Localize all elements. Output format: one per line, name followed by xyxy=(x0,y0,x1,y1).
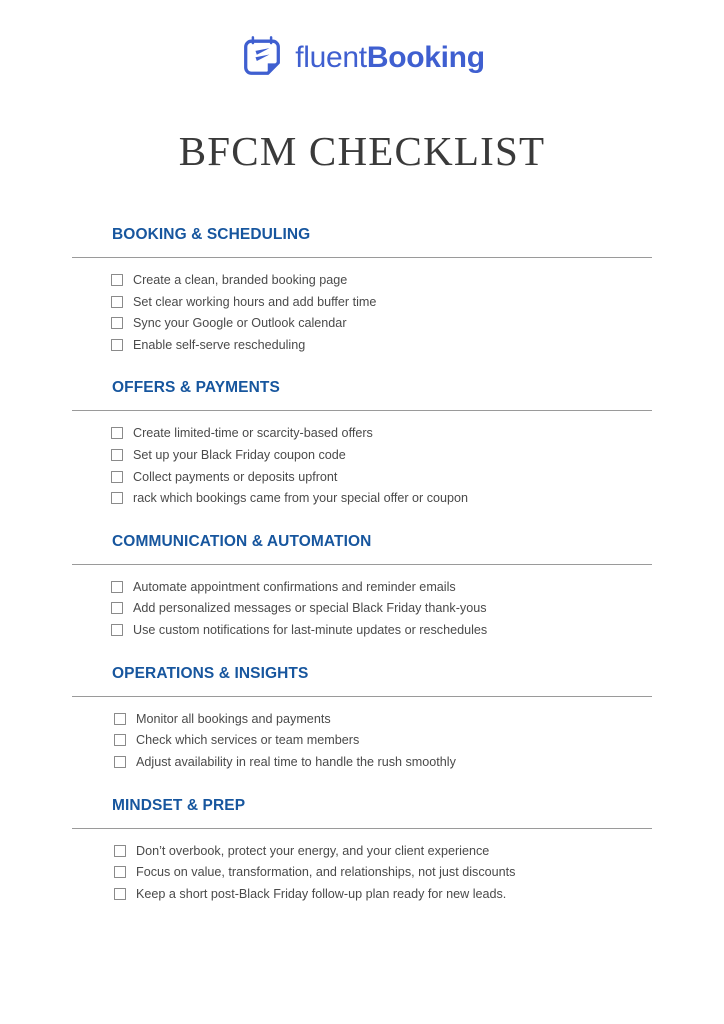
section-heading: BOOKING & SCHEDULING xyxy=(112,226,311,243)
checklist-item-label: Collect payments or deposits upfront xyxy=(133,469,338,484)
checkbox-icon[interactable] xyxy=(111,339,123,351)
checklist-item[interactable] xyxy=(111,579,724,601)
checklist-item-label: Sync your Google or Outlook calendar xyxy=(133,316,347,331)
checklist-section xyxy=(0,778,724,910)
section-items xyxy=(0,411,724,511)
checklist-section xyxy=(0,514,724,646)
checklist-item-label: Set up your Black Friday coupon code xyxy=(133,448,346,463)
checkbox-icon[interactable] xyxy=(114,734,126,746)
checklist-sections xyxy=(0,175,724,909)
checklist-item[interactable] xyxy=(111,337,724,359)
checkbox-icon[interactable] xyxy=(111,624,123,636)
section-heading: OFFERS & PAYMENTS xyxy=(112,379,280,397)
checklist-item-label: Monitor all bookings and payments xyxy=(136,711,331,726)
checkbox-icon[interactable] xyxy=(111,449,123,461)
fluentbooking-calendar-icon xyxy=(239,34,285,80)
checklist-section xyxy=(0,360,724,513)
checklist-item[interactable] xyxy=(114,886,724,908)
checkbox-icon[interactable] xyxy=(111,581,123,593)
checklist-item-label: Use custom notifications for last-minute updates or reschedules xyxy=(133,623,488,638)
checklist-item-label: Focus on value, transformation, and relationships, not just discounts xyxy=(136,865,516,880)
checklist-item-label: Add personalized messages or special Black Friday thank-yous xyxy=(133,601,487,616)
section-items xyxy=(0,258,724,358)
checklist-item-label: Set clear working hours and add buffer time xyxy=(133,294,377,309)
checkbox-icon[interactable] xyxy=(111,602,123,614)
checklist-item-label: Check which services or team members xyxy=(136,733,360,748)
checklist-item[interactable] xyxy=(111,315,724,337)
checkbox-icon[interactable] xyxy=(114,866,126,878)
checklist-item[interactable] xyxy=(111,425,724,447)
section-heading: OPERATIONS & INSIGHTS xyxy=(112,664,309,682)
checklist-item[interactable] xyxy=(111,469,724,491)
checkbox-icon[interactable] xyxy=(114,713,126,725)
checklist-item-label: Enable self-serve rescheduling xyxy=(133,337,306,352)
checklist-item[interactable] xyxy=(111,294,724,316)
checklist-item[interactable] xyxy=(111,272,724,294)
checkbox-icon[interactable] xyxy=(111,427,123,439)
checklist-item-label: Automate appointment confirmations and reminder emails xyxy=(133,579,456,594)
checklist-item[interactable] xyxy=(111,490,724,512)
checklist-item-label: rack which bookings came from your special offer or coupon xyxy=(133,491,469,506)
checklist-item[interactable] xyxy=(111,622,724,644)
page-title: BFCM CHECKLIST xyxy=(178,128,546,174)
checklist-item-label: Keep a short post-Black Friday follow-up plan ready for new leads. xyxy=(136,886,507,901)
checkbox-icon[interactable] xyxy=(111,317,123,329)
brand-wordmark xyxy=(295,43,484,73)
checkbox-icon[interactable] xyxy=(111,471,123,483)
brand-logo xyxy=(0,0,724,80)
checklist-item[interactable] xyxy=(114,754,724,776)
checklist-item[interactable] xyxy=(111,600,724,622)
checklist-item-label: Don’t overbook, protect your energy, and your client experience xyxy=(136,843,490,858)
section-heading: MINDSET & PREP xyxy=(112,796,246,814)
checklist-item-label: Adjust availability in real time to handle the rush smoothly xyxy=(136,754,456,769)
checklist-item-label: Create limited-time or scarcity-based offers xyxy=(133,426,373,441)
checklist-section xyxy=(0,226,724,360)
section-heading: COMMUNICATION & AUTOMATION xyxy=(112,532,372,550)
checkbox-icon[interactable] xyxy=(114,756,126,768)
checklist-item[interactable] xyxy=(114,843,724,865)
checkbox-icon[interactable] xyxy=(111,296,123,308)
checkbox-icon[interactable] xyxy=(111,274,123,286)
section-items xyxy=(0,829,724,908)
checklist-item[interactable] xyxy=(114,864,724,886)
checklist-item[interactable] xyxy=(114,711,724,733)
section-items xyxy=(0,697,724,776)
section-items xyxy=(0,565,724,644)
checkbox-icon[interactable] xyxy=(114,888,126,900)
checklist-item-label: Create a clean, branded booking page xyxy=(133,273,348,287)
brand-name-light: fluent xyxy=(295,41,367,74)
checklist-item[interactable] xyxy=(114,732,724,754)
checklist-item[interactable] xyxy=(111,447,724,469)
brand-name-bold: Booking xyxy=(366,41,485,74)
checkbox-icon[interactable] xyxy=(114,845,126,857)
checkbox-icon[interactable] xyxy=(111,492,123,504)
checklist-section xyxy=(0,646,724,778)
